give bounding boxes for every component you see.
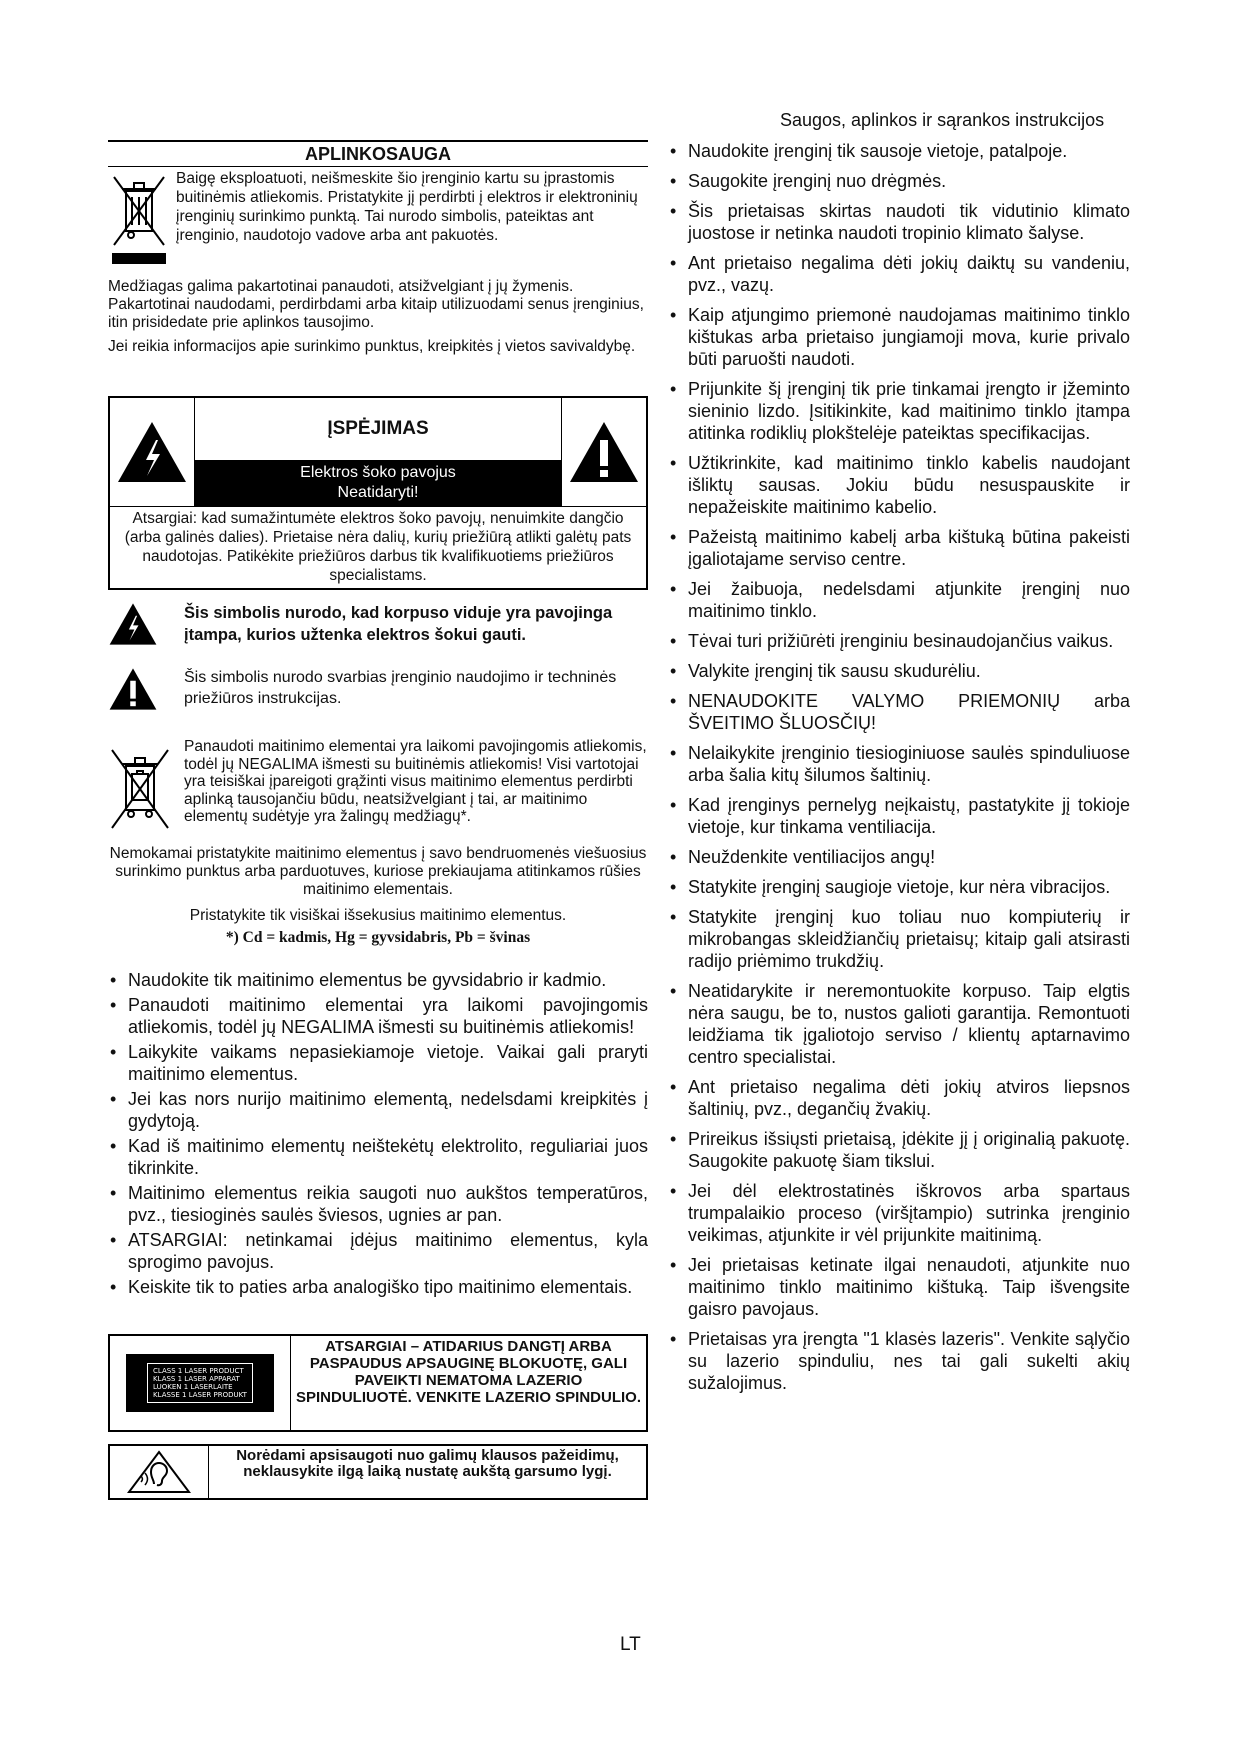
list-item: • Naudokite įrenginį tik sausoje vietoje, patalpoje. xyxy=(668,140,1130,162)
list-item: • Kaip atjungimo priemonė naudojamas maitinimo tinklo kištukas arba prietaiso jungiamoji mova, kurie privalo būti paruošti naudoti. xyxy=(668,304,1130,370)
list-item: • Nelaikykite įrenginio tiesioginiuose saulės spinduliuose arba šalia kitų šilumos šaltinių. xyxy=(668,742,1130,786)
left-column xyxy=(108,140,648,1500)
list-item: • Ant prietaiso negalima dėti jokių atviros liepsnos šaltinių, pvz., degančių žvakių. xyxy=(668,1076,1130,1120)
list-item: • ATSARGIAI: netinkamai įdėjus maitinimo elementus, kyla sprogimo pavojus. xyxy=(108,1229,648,1273)
list-item: • Kad iš maitinimo elementų neištekėtų elektrolito, reguliariai juos tikrinkite. xyxy=(108,1135,648,1179)
environment-intro: Baigę eksploatuoti, neišmeskite šio įrenginio kartu su įprastomis buitinėmis atliekomis. Pristatykite jį perdirbti į elektros ir elektroninių įrenginių surinkimo punktą. Tai nurodo simbolis, pateiktas ant įrenginio, naudotojo vadove arba ant pakuotės. xyxy=(176,170,638,244)
list-item: • Kad įrenginys pernelyg neįkaistų, pastatykite jį tokioje vietoje, kur tinkama ventiliacija. xyxy=(668,794,1130,838)
list-item: • Saugokite įrenginį nuo drėgmės. xyxy=(668,170,1130,192)
lightning-warning-icon xyxy=(110,398,194,506)
warning-band-line-1: Elektros šoko pavojus xyxy=(300,464,456,481)
exclamation-warning-icon xyxy=(562,398,646,506)
battery-bullet-list xyxy=(108,969,648,1298)
list-item: • Prijunkite šį įrenginį tik prie tinkamai įrengto ir įžeminto sieninio lizdo. Įsitikinkite, kad maitinimo tinklo įtampa atitinka rodiklių plokštelėje pateiktas specifikacijas. xyxy=(668,378,1130,444)
exclamation-symbol-row xyxy=(108,667,648,716)
environment-paragraph-2: Jei reikia informacijos apie surinkimo punktus, kreipkitės į vietos savivaldybę. xyxy=(108,338,636,355)
hearing-warning-text: Norėdami apsisaugoti nuo galimų klausos pažeidimų, neklausykite ilgą laiką nustatę aukštą garsumo lygį. xyxy=(236,1447,619,1480)
warning-band-line-2: Neatidaryti! xyxy=(337,484,419,501)
lightning-icon xyxy=(108,602,184,651)
battery-collection-text: Nemokamai pristatykite maitinimo elementus į savo bendruomenės viešuosius surinkimo punktus arba parduotuves, kuriose prekiaujama atitinkamos rūšies maitinimo elementais. xyxy=(109,845,647,898)
lightning-symbol-text: Šis simbolis nurodo, kad korpuso viduje yra pavojinga įtampa, kurios užtenka elektros šokui gauti. xyxy=(184,604,613,644)
list-item: • Keiskite tik to paties arba analogiško tipo maitinimo elementais. xyxy=(108,1276,648,1298)
hearing-icon xyxy=(110,1446,209,1498)
lightning-symbol-row xyxy=(108,602,648,651)
list-item: • Šis prietaisas skirtas naudoti tik vidutinio klimato juostose ir netinka naudoti tropinio klimato šalyse. xyxy=(668,200,1130,244)
battery-depleted-text: Pristatykite tik visiškai išsekusius maitinimo elementus. xyxy=(189,907,567,924)
right-column xyxy=(668,140,1130,1402)
page-header: Saugos, aplinkos ir sąrankos instrukcijos xyxy=(780,110,1105,130)
exclamation-symbol-text: Šis simbolis nurodo svarbias įrenginio naudojimo ir techninės priežiūros instrukcijas. xyxy=(184,669,617,707)
laser-class-label xyxy=(126,1354,274,1412)
list-item: • Jei dėl elektrostatinės iškrovos arba spartaus trumpalaikio proceso (viršįtampio) sutrinka įrenginio veikimas, atjunkite ir vėl prijunkite maitinimą. xyxy=(668,1180,1130,1246)
list-item: • Statykite įrenginį saugioje vietoje, kur nėra vibracijos. xyxy=(668,876,1130,898)
list-item: • Valykite įrenginį tik sausu skudurėliu. xyxy=(668,660,1130,682)
list-item: • Laikykite vaikams nepasiekiamoje vietoje. Vaikai gali praryti maitinimo elementus. xyxy=(108,1041,648,1085)
laser-label-line: KLASS 1 LASER APPARAT xyxy=(153,1375,240,1383)
laser-label-line: KLASSE 1 LASER PRODUKT xyxy=(153,1391,247,1399)
list-item: • Panaudoti maitinimo elementai yra laikomi pavojingomis atliekomis, todėl jų NEGALIMA išmesti su buitinėmis atliekomis! xyxy=(108,994,648,1038)
crossed-bin-icon xyxy=(108,169,176,272)
laser-label-line: LUOKEN 1 LASERLAITE xyxy=(153,1383,233,1391)
laser-warning-text: ATSARGIAI – ATIDARIUS DANGTĮ ARBA PASPAUDUS APSAUGINĘ BLOKUOTĘ, GALI PAVEIKTI NEMATOMA LAZERIO SPINDULIUOTĖ. VENKITE LAZERIO SPINDULIO. xyxy=(295,1338,642,1406)
battery-text: Panaudoti maitinimo elementai yra laikomi pavojingomis atliekomis, todėl jų NEGALIMA išmesti su buitinėmis atliekomis! Visi vartotojai yra teisiškai įpareigoti grąžinti visus maitinimo elementus perdirbti aplinką tausojančiu būdu, neatsižvelgiant į tai, ar maitinimo elementų sudėtyje yra žalingų medžiagų*. xyxy=(184,738,647,825)
list-item: • NENAUDOKITE VALYMO PRIEMONIŲ arba ŠVEITIMO ŠLUOSČIŲ! xyxy=(668,690,1130,734)
battery-footnote: *) Cd = kadmis, Hg = gyvsidabris, Pb = švinas xyxy=(225,929,531,946)
warning-title: ĮSPĖJIMAS xyxy=(327,418,429,439)
list-item: • Prireikus išsiųsti prietaisą, įdėkite jį į originalią pakuotę. Saugokite pakuotę šiam tikslui. xyxy=(668,1128,1130,1172)
list-item: • Statykite įrenginį kuo toliau nuo kompiuterių ir mikrobangas skleidžiančių prietaisų; kitaip gali atsirasti radijo priėmimo trukdžių. xyxy=(668,906,1130,972)
safety-bullet-list xyxy=(668,140,1130,1394)
exclamation-icon xyxy=(108,667,184,716)
environment-paragraph-1: Medžiagas galima pakartotinai panaudoti, atsižvelgiant į jų žymenis. Pakartotinai naudodami, perdirbdami arba kitaip utilizuodami senus įrenginius, itin prisidedate prie aplinkos tausojimo. xyxy=(108,278,644,331)
environment-section xyxy=(108,140,648,356)
environment-title: APLINKOSAUGA xyxy=(108,144,648,167)
hearing-warning-box xyxy=(108,1444,648,1500)
list-item: • Tėvai turi prižiūrėti įrenginiu besinaudojančius vaikus. xyxy=(668,630,1130,652)
list-item: • Jei prietaisas ketinate ilgai nenaudoti, atjunkite nuo maitinimo tinklo maitinimo kištuką. Taip išvengsite gaisro pavojaus. xyxy=(668,1254,1130,1320)
list-item: • Jei kas nors nurijo maitinimo elementą, nedelsdami kreipkitės į gydytoją. xyxy=(108,1088,648,1132)
page-footer-language: LT xyxy=(620,1634,641,1655)
battery-section xyxy=(108,738,648,843)
list-item: • Užtikrinkite, kad maitinimo tinklo kabelis naudojant išliktų sausas. Jokiu būdu nesuspauskite ir nepažeiskite maitinimo kabelio. xyxy=(668,452,1130,518)
warning-text: Atsargiai: kad sumažintumėte elektros šoko pavojų, nenuimkite dangčio (arba galinės dalies). Prietaise nėra dalių, kurių priežiūrą atlikti galėtų pats naudotojas. Patikėkite priežiūros darbus tik kvalifikuotiems priežiūros specialistams. xyxy=(124,510,632,584)
warning-box xyxy=(108,396,648,590)
list-item: • Prietaisas yra įrengta "1 klasės lazeris". Venkite sąlyčio su lazerio spinduliu, nes tai gali sukelti akių sužalojimus. xyxy=(668,1328,1130,1394)
list-item: • Naudokite tik maitinimo elementus be gyvsidabrio ir kadmio. xyxy=(108,969,648,991)
list-item: • Pažeistą maitinimo kabelį arba kištuką būtina pakeisti įgaliotajame serviso centre. xyxy=(668,526,1130,570)
list-item: • Neatidarykite ir neremontuokite korpuso. Taip elgtis nėra saugu, be to, nustos galioti garantija. Remontuoti leidžiama tik įgaliotojo serviso / klientų aptarnavimo centro specialistai. xyxy=(668,980,1130,1068)
list-item: • Jei žaibuoja, nedelsdami atjunkite įrenginį nuo maitinimo tinklo. xyxy=(668,578,1130,622)
crossed-battery-bin-icon xyxy=(108,738,184,843)
laser-warning-box xyxy=(108,1334,648,1432)
list-item: • Ant prietaiso negalima dėti jokių daiktų su vandeniu, pvz., vazų. xyxy=(668,252,1130,296)
laser-label-line: CLASS 1 LASER PRODUCT xyxy=(153,1367,244,1375)
list-item: • Maitinimo elementus reikia saugoti nuo aukštos temperatūros, pvz., tiesioginės saulės šviesos, ugnies ar pan. xyxy=(108,1182,648,1226)
list-item: • Neuždenkite ventiliacijos angų! xyxy=(668,846,1130,868)
